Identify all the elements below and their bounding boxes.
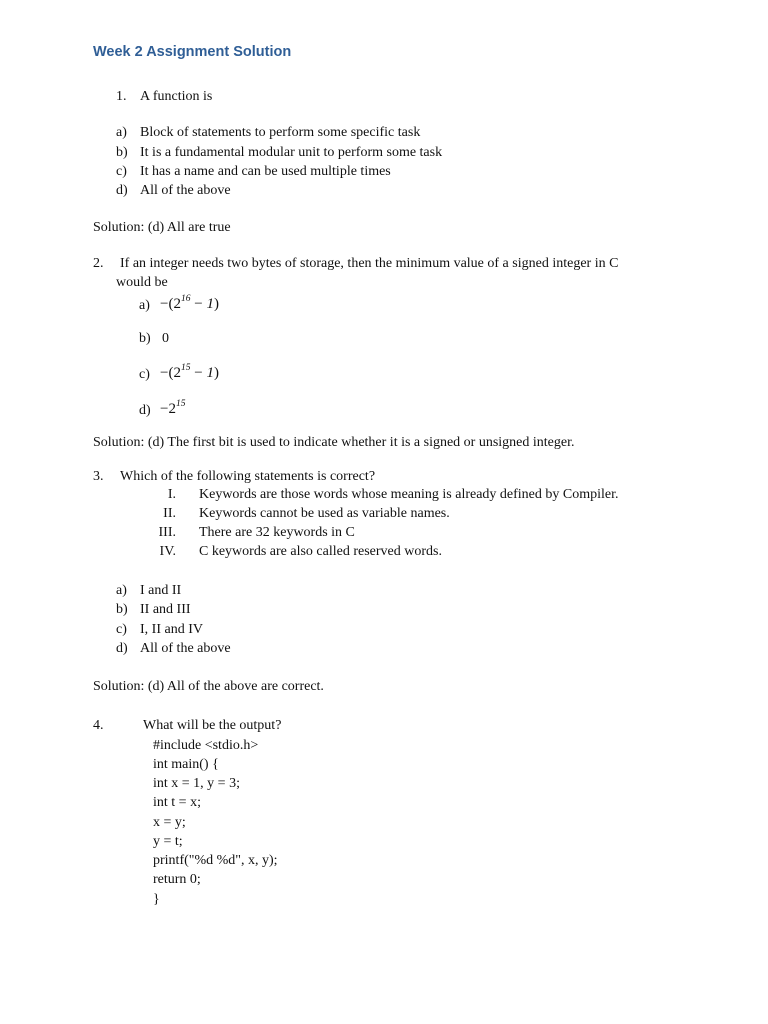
option-text: 0 xyxy=(162,331,169,346)
question-text: Which of the following statements is correct? xyxy=(120,469,376,484)
option-label: b) xyxy=(139,331,151,346)
code-line: x = y; xyxy=(153,815,186,830)
statement-label: II. xyxy=(163,506,176,521)
option-text: I, II and IV xyxy=(140,622,203,637)
question-text: If an integer needs two bytes of storage, then the minimum value of a signed integer in C xyxy=(120,256,619,271)
option-text: It is a fundamental modular unit to perform some task xyxy=(140,145,443,160)
statement-text: C keywords are also called reserved words. xyxy=(199,544,442,559)
option-text: All of the above xyxy=(140,641,231,656)
question-number: 1. xyxy=(116,89,127,104)
page-title: Week 2 Assignment Solution xyxy=(93,44,292,60)
statement-label: III. xyxy=(158,525,176,540)
code-line: int main() { xyxy=(153,757,219,772)
option-label: c) xyxy=(116,164,127,179)
option-label: a) xyxy=(139,298,150,313)
question-number: 2. xyxy=(93,256,104,271)
option-math: $-2^{15}$ xyxy=(160,399,186,417)
statement-text: Keywords cannot be used as variable names. xyxy=(199,506,450,521)
code-line: #include <stdio.h> xyxy=(153,738,259,753)
option-label: d) xyxy=(139,403,151,418)
option-text: It has a name and can be used multiple times xyxy=(140,164,391,179)
option-label: b) xyxy=(116,602,128,617)
statement-text: Keywords are those words whose meaning is already defined by Compiler. xyxy=(199,487,619,502)
option-label: d) xyxy=(116,183,128,198)
question-number: 3. xyxy=(93,469,104,484)
code-line: y = t; xyxy=(153,834,183,849)
option-math: $-(2^{15} - 1)$ xyxy=(160,363,219,381)
question-text: What will be the output? xyxy=(143,718,282,733)
statement-label: I. xyxy=(167,487,176,502)
statement-text: There are 32 keywords in C xyxy=(199,525,355,540)
solution-text: Solution: (d) The first bit is used to indicate whether it is a signed or unsigned integer. xyxy=(93,435,575,450)
option-label: b) xyxy=(116,145,128,160)
solution-text: Solution: (d) All are true xyxy=(93,220,231,235)
statement-label: IV. xyxy=(159,544,176,559)
question-number: 4. xyxy=(93,718,104,733)
option-text: I and II xyxy=(140,583,182,598)
code-line: printf("%d %d", x, y); xyxy=(153,853,278,868)
solution-text: Solution: (d) All of the above are correct. xyxy=(93,679,324,694)
option-label: c) xyxy=(139,367,150,382)
code-line: } xyxy=(153,892,160,907)
option-text: II and III xyxy=(140,602,191,617)
code-line: int t = x; xyxy=(153,795,201,810)
option-label: d) xyxy=(116,641,128,656)
question-text-continued: would be xyxy=(116,275,168,290)
option-text: Block of statements to perform some specific task xyxy=(140,125,421,140)
code-line: return 0; xyxy=(153,872,201,887)
code-line: int x = 1, y = 3; xyxy=(153,776,240,791)
option-text: All of the above xyxy=(140,183,231,198)
option-label: c) xyxy=(116,622,127,637)
option-math: $-(2^{16} - 1)$ xyxy=(160,294,219,312)
option-label: a) xyxy=(116,583,127,598)
question-text: A function is xyxy=(140,89,213,104)
option-label: a) xyxy=(116,125,127,140)
